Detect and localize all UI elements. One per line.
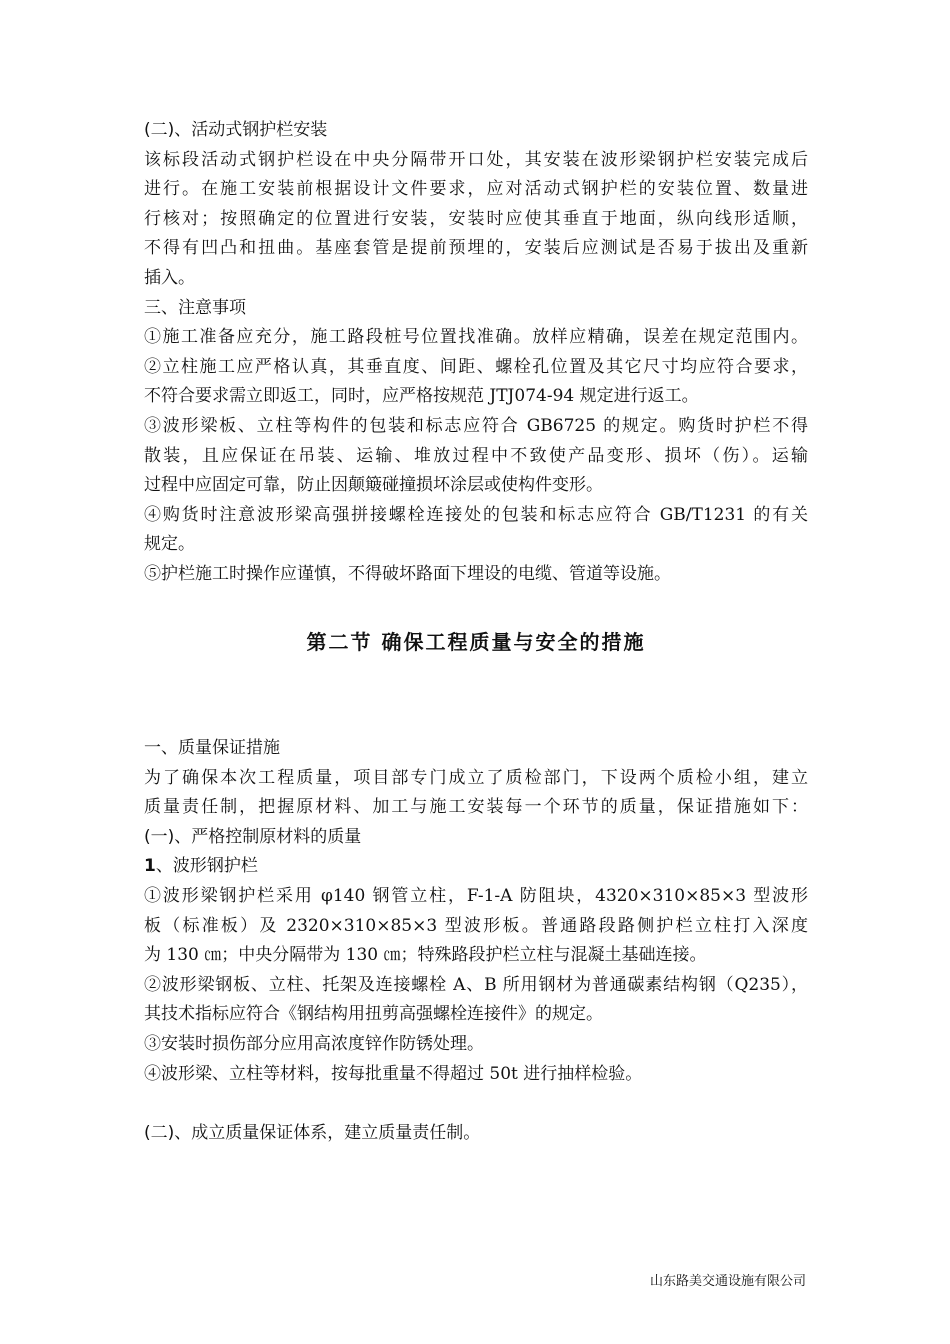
paragraph-line: 行核对；按照确定的位置进行安装，安装时应使其垂直于地面，纵向线形适顺， — [144, 208, 808, 229]
paragraph-line: ⑤护栏施工时操作应谨慎，不得破坏路面下埋设的电缆、管道等设施。 — [144, 563, 671, 584]
paragraph-line: ②波形梁钢板、立柱、托架及连接螺栓 A、B 所用钢材为普通碳素结构钢（Q235）， — [144, 974, 808, 995]
section-title: 第二节 确保工程质量与安全的措施 — [306, 630, 646, 654]
company-footer: 山东路美交通设施有限公司 — [649, 1274, 806, 1289]
paragraph-line: ②立柱施工应严格认真，其垂直度、间距、螺栓孔位置及其它尺寸均应符合要求， — [144, 356, 808, 377]
paragraph-line: 规定。 — [144, 534, 195, 555]
subsection-heading-materials: (一)、严格控制原材料的质量 — [144, 826, 362, 847]
paragraph-line: 不得有凹凸和扭曲。基座套管是提前预埋的，安装后应测试是否易于拔出及重新 — [144, 238, 808, 259]
paragraph-line: 散装，且应保证在吊装、运输、堆放过程中不致使产品变形、损坏（伤）。运输 — [144, 445, 808, 466]
paragraph-line: ④购货时注意波形梁高强拼接螺栓连接处的包装和标志应符合 GB/T1231 的有关 — [144, 504, 808, 525]
paragraph-line: 板（标准板）及 2320×310×85×3 型波形板。普通路段路侧护栏立柱打入深度 — [144, 915, 808, 936]
paragraph-line: ③波形梁板、立柱等构件的包装和标志应符合 GB6725 的规定。购货时护栏不得 — [144, 415, 808, 436]
paragraph-line: ①波形梁钢护栏采用 φ140 钢管立柱，F-1-A 防阻块，4320×310×85×3 型波形 — [144, 885, 808, 906]
item-title: 、波形钢护栏 — [155, 856, 258, 877]
item-heading — [144, 852, 808, 882]
paragraph-line: 插入。 — [144, 267, 195, 288]
spacer — [144, 1089, 808, 1119]
subsection-heading-movable-guardrail: (二)、活动式钢护栏安装 — [144, 120, 328, 140]
paragraph-line: 过程中应固定可靠，防止因颠簸碰撞损坏涂层或使构件变形。 — [144, 475, 603, 496]
content-lower — [144, 734, 808, 1149]
paragraph-line: 为 130 ㎝；中央分隔带为 130 ㎝；特殊路段护栏立柱与混凝土基础连接。 — [144, 945, 707, 966]
section-heading-quality: 一、质量保证措施 — [144, 738, 280, 758]
section-heading-notes: 三、注意事项 — [144, 297, 246, 318]
content-upper — [144, 116, 808, 590]
paragraph-line: ③安装时损伤部分应用高浓度锌作防锈处理。 — [144, 1033, 484, 1054]
subsection-heading-quality-system: (二)、成立质量保证体系，建立质量责任制。 — [144, 1123, 481, 1144]
paragraph-line: 该标段活动式钢护栏设在中央分隔带开口处，其安装在波形梁钢护栏安装完成后 — [144, 149, 808, 170]
paragraph-line: 为了确保本次工程质量，项目部专门成立了质检部门，下设两个质检小组，建立 — [144, 767, 808, 788]
paragraph-line: ④波形梁、立柱等材料，按每批重量不得超过 50t 进行抽样检验。 — [144, 1063, 643, 1084]
paragraph-line: 进行。在施工安装前根据设计文件要求，应对活动式钢护栏的安装位置、数量进 — [144, 179, 808, 200]
paragraph-line: ①施工准备应充分，施工路段桩号位置找准确。放样应精确，误差在规定范围内。 — [144, 327, 808, 348]
paragraph-line: 不符合要求需立即返工，同时，应严格按规范 JTJ074-94 规定进行返工。 — [144, 386, 699, 407]
item-number: 1 — [144, 856, 156, 877]
paragraph-line: 质量责任制，把握原材料、加工与施工安装每一个环节的质量，保证措施如下： — [144, 797, 808, 818]
paragraph-line: 其技术指标应符合《钢结构用扭剪高强螺栓连接件》的规定。 — [144, 1004, 603, 1025]
